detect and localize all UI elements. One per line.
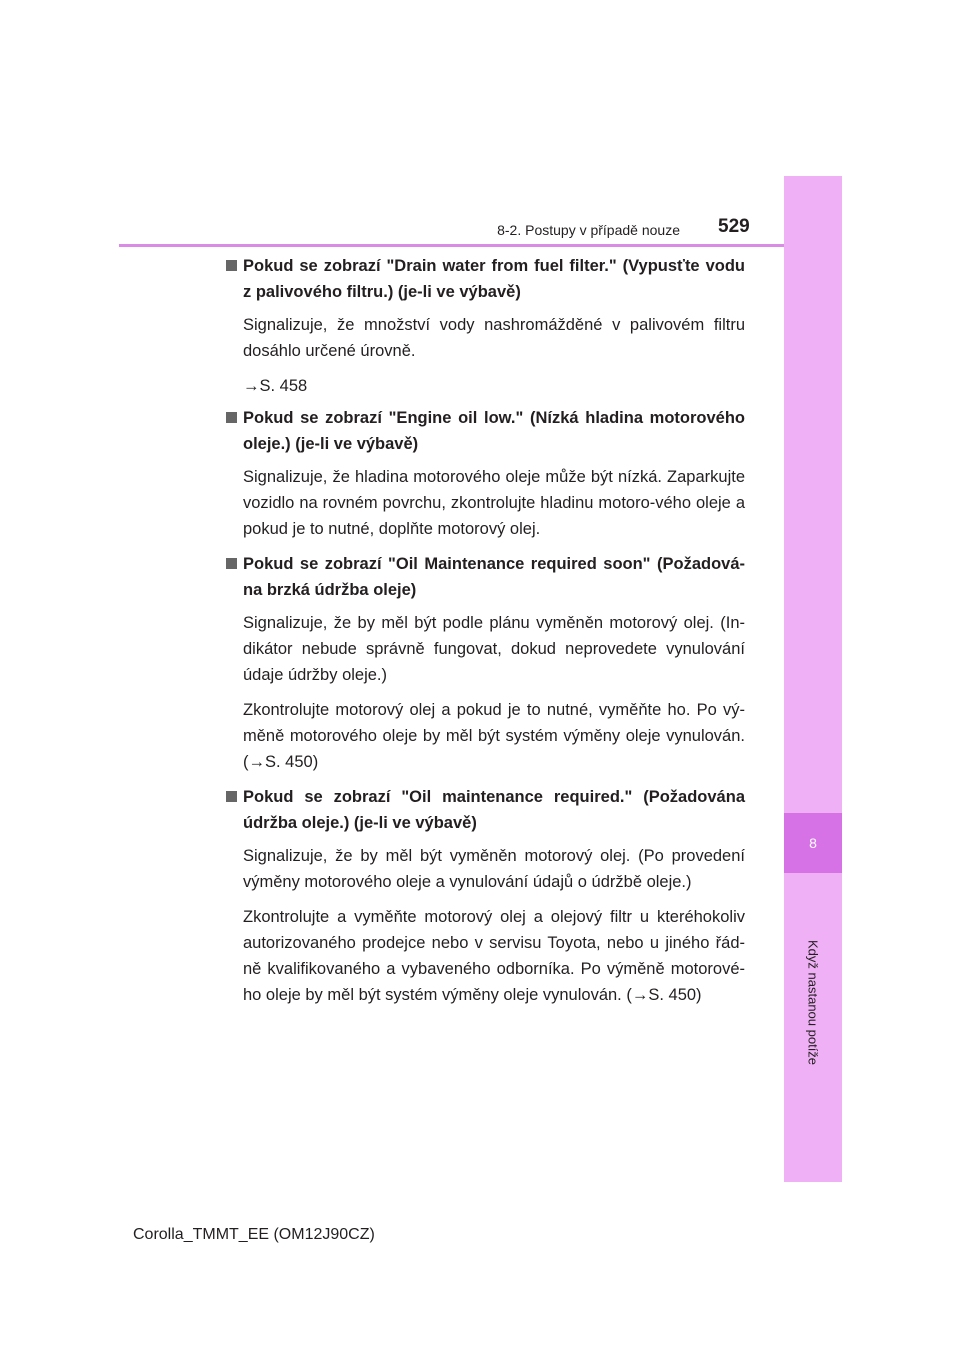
section-paragraph: Zkontrolujte motorový olej a pokud je to nutné, vyměňte ho. Po vý-měně motorového oleje by měl být systém výměny oleje vynulován. (→S. 450) <box>243 701 745 771</box>
section-heading <box>225 405 745 457</box>
section-heading <box>225 253 745 305</box>
section-paragraph: Signalizuje, že by měl být vyměněn motorový olej. (Po provedení výměny motorového oleje a vynulování údajů o údržbě oleje.) <box>243 847 745 891</box>
section-heading-text: Pokud se zobrazí "Drain water from fuel filter." (Vypusťte vodu z palivového filtru.) (je-li ve výbavě) <box>243 257 745 301</box>
chapter-number-box <box>784 813 842 873</box>
square-bullet-icon <box>226 558 237 569</box>
section-drain-water <box>225 253 745 399</box>
section-engine-oil-low <box>225 405 745 542</box>
section-heading <box>225 784 745 836</box>
page-reference: →S. 458 <box>243 377 308 395</box>
page-number: 529 <box>718 216 750 237</box>
document-code: Corolla_TMMT_EE (OM12J90CZ) <box>133 1226 375 1243</box>
square-bullet-icon <box>226 791 237 802</box>
section-title: 8-2. Postupy v případě nouze <box>497 222 680 238</box>
page-content <box>225 253 745 1017</box>
section-paragraph: Signalizuje, že hladina motorového oleje může být nízká. Zaparkujte vozidlo na rovném povrchu, zkontrolujte hladinu motoro-vého oleje a pokud je to nutné, doplňte motorový olej. <box>243 468 745 538</box>
section-paragraph: Signalizuje, že množství vody nashromážděné v palivovém filtru dosáhlo určené úrovně. <box>243 316 745 360</box>
section-heading <box>225 551 745 603</box>
chapter-number: 8 <box>809 835 817 851</box>
header-rule <box>119 244 784 247</box>
section-oil-maintenance-required <box>225 784 745 1008</box>
section-heading-text: Pokud se zobrazí "Oil maintenance required." (Požadována údržba oleje.) (je-li ve výbavě) <box>243 788 745 832</box>
chapter-title: Když nastanou potíže <box>805 940 821 1066</box>
square-bullet-icon <box>226 260 237 271</box>
square-bullet-icon <box>226 412 237 423</box>
section-heading-text: Pokud se zobrazí "Oil Maintenance required soon" (Požadová-na brzká údržba oleje) <box>243 555 745 599</box>
section-heading-text: Pokud se zobrazí "Engine oil low." (Nízká hladina motorového oleje.) (je-li ve výbavě) <box>243 409 745 453</box>
section-paragraph: Signalizuje, že by měl být podle plánu vyměněn motorový olej. (In-dikátor nebude správně fungovat, dokud neprovedete vynulování údaje údržby oleje.) <box>243 614 745 684</box>
section-paragraph: Zkontrolujte a vyměňte motorový olej a olejový filtr u kteréhokoliv autorizovaného prodejce nebo v servisu Toyota, nebo u jiného řád-ně kvalifikovaného a vybaveného odborníka. Po výměně motorové-ho oleje by měl být systém výměny oleje vynulován. (→S. 450) <box>243 908 745 1004</box>
section-oil-maintenance-soon <box>225 551 745 775</box>
